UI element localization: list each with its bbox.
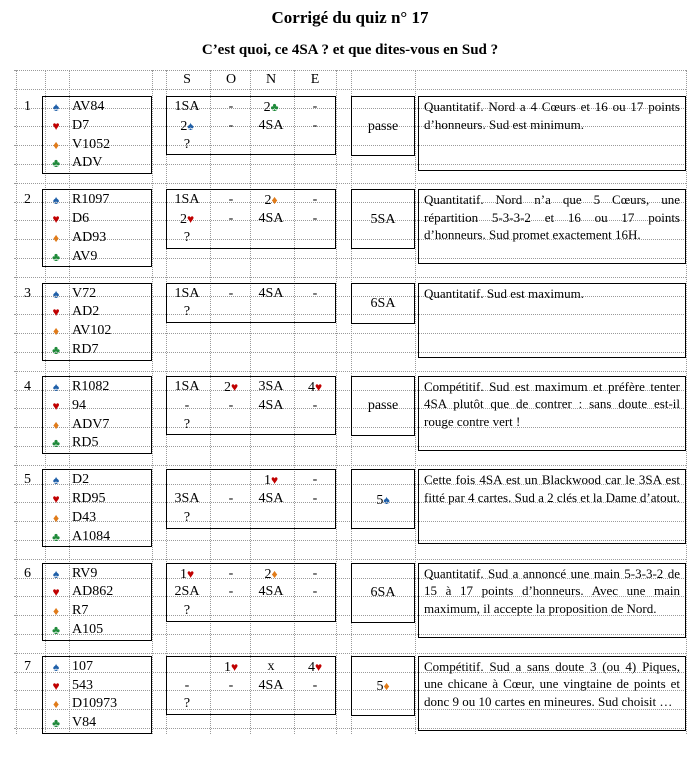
bid-e [295,98,335,116]
bid-n [251,210,291,228]
heart-suit-icon: ♥ [52,585,60,600]
answer-bid [352,295,414,313]
bid-text: 5SA [370,211,396,227]
club-suit-icon: ♣ [52,343,60,357]
bid-text: 3SA [174,491,200,506]
bid-s [167,509,207,527]
bid-o [211,658,251,676]
spade-suit-icon: ♠ [52,566,60,581]
bid-text: - [312,584,318,600]
bid-text: 2 [264,193,272,209]
answer-bid [352,584,414,602]
bid-e [295,378,335,396]
spade-suit-icon: ♠ [187,118,194,133]
bid-s [167,378,207,396]
hand-hearts: 543 [72,677,93,693]
bid-text: - [312,192,318,208]
page-title: Corrigé du quiz n° 17 [271,8,429,27]
problem-number: 1 [24,99,31,114]
hand-hearts: 94 [72,397,86,413]
hand-hearts: D7 [72,117,90,133]
bid-n [251,677,291,695]
answer-bid [352,397,414,415]
bid-text: - [312,211,318,227]
hand-clubs: V84 [72,715,97,731]
bid-s [167,210,207,228]
hand-hearts: D6 [72,211,90,227]
bid-text: 1SA [174,192,200,208]
bid-text: - [228,192,234,208]
column-header-o: O [225,72,237,87]
bid-s [167,583,207,601]
bid-text: 4SA [258,211,284,227]
bid-n [251,565,291,583]
hand-clubs: AV9 [72,248,98,264]
bid-text: x [267,658,275,674]
bid-o [211,378,251,396]
answer-bid [352,491,414,509]
bid-e [295,191,335,209]
grid-row-line [14,465,686,466]
diamond-suit-icon: ♦ [52,510,60,525]
bid-text: 2 [263,100,271,115]
comment-text: Quantitatif. Nord n’a que 5 Cœurs, une répartition 5-3-3-2 et 16 ou 17 points d’honneurs. Sud promet exactement 16H. [424,192,680,243]
spade-suit-icon: ♠ [383,492,390,507]
answer-bid [352,677,414,695]
bid-n [251,583,291,601]
comment-text: Compétitif. Sud est maximum et préfère tenter 4SA plutôt que de contrer : sans doute est-il rouge contre vert ! [424,378,680,429]
bid-text: 2 [223,379,231,395]
bid-s [167,117,207,135]
bid-text: - [312,677,318,693]
bid-s [167,191,207,209]
club-suit-icon: ♣ [270,100,279,114]
hand-clubs: ADV [72,155,103,171]
bid-n [251,117,291,135]
bid-text: - [312,117,318,133]
bid-text: 3SA [258,378,284,394]
bid-o [211,285,251,303]
comment-text: Quantitatif. Sud est maximum. [424,285,584,301]
bid-e [295,565,335,583]
bid-text: 4SA [258,285,284,301]
bid-s [167,303,207,321]
bid-e [295,658,335,676]
hand-spades: AV84 [72,99,105,114]
diamond-suit-icon: ♦ [271,193,278,208]
bid-text: - [228,584,234,600]
bid-s [167,490,207,508]
bid-n [251,397,291,415]
heart-suit-icon: ♥ [230,379,239,394]
bid-s [167,695,207,713]
spade-suit-icon: ♠ [52,193,60,208]
hand-spades: 107 [72,658,93,674]
bid-text: ? [183,304,191,320]
bid-s [167,677,207,695]
bid-s [167,136,207,154]
hand-hearts: AD2 [72,304,100,320]
bid-n [251,285,291,303]
hand-spades: D2 [72,472,90,488]
hand-diamonds: D10973 [72,696,118,712]
bid-text: - [184,677,190,693]
bid-e [295,117,335,135]
bid-text: 1SA [174,378,200,394]
bid-text: - [228,285,234,301]
heart-suit-icon: ♥ [52,678,60,693]
bid-text: - [228,117,234,133]
bid-e [295,397,335,415]
heart-suit-icon: ♥ [52,118,60,133]
bid-o [211,677,251,695]
heart-suit-icon: ♥ [230,659,239,674]
grid-row-line [14,653,686,654]
answer-bid [352,211,414,229]
heart-suit-icon: ♥ [186,212,195,227]
hand-diamonds: AD93 [72,229,107,245]
bid-text: 6SA [370,295,396,311]
column-header-s: S [183,72,191,87]
bid-text: - [228,99,234,114]
hand-diamonds: D43 [72,509,97,525]
diamond-suit-icon: ♦ [52,230,60,245]
grid-row-line [14,559,686,560]
bid-text: - [184,397,190,413]
diamond-suit-icon: ♦ [383,679,390,694]
bid-text: 1SA [174,99,200,114]
bid-text: ? [183,509,191,525]
bid-text: ? [183,603,191,619]
diamond-suit-icon: ♦ [52,604,60,619]
bid-text: - [228,397,234,413]
heart-suit-icon: ♥ [52,212,60,227]
problem-number: 4 [24,378,31,394]
bid-o [211,490,251,508]
diamond-suit-icon: ♦ [52,137,60,152]
column-header-e: E [310,72,320,87]
bid-n [251,191,291,209]
bid-s [167,602,207,620]
bid-e [295,490,335,508]
comment-text: Cette fois 4SA est un Blackwood car le 3SA est fitté par 4 cartes. Sud a 2 clés et la Dame d’atout. [424,472,680,505]
problem-number: 5 [24,472,31,488]
bid-text: ? [183,136,191,152]
bid-text: 2 [179,212,187,228]
diamond-suit-icon: ♦ [52,324,60,339]
spade-suit-icon: ♠ [52,286,60,301]
diamond-suit-icon: ♦ [271,566,278,581]
bid-text: - [228,677,234,693]
page-subtitle: C’est quoi, ce 4SA ? et que dites-vous en Sud ? [201,42,499,58]
bid-text: 4SA [258,677,284,693]
club-suit-icon: ♣ [52,249,60,264]
comment-text: Quantitatif. Nord a 4 Cœurs et 16 ou 17 points d’honneurs. Sud est minimum. [424,99,680,132]
heart-suit-icon: ♥ [314,379,323,394]
grid-row-line [14,89,686,90]
bid-e [295,285,335,303]
spade-suit-icon: ♠ [52,100,60,114]
bid-text: 4SA [258,117,284,133]
bid-text: 4SA [258,584,284,600]
bid-text: 5 [376,679,384,695]
grid-row-line [14,70,686,71]
heart-suit-icon: ♥ [314,659,323,674]
bid-s [167,565,207,583]
comment-text: Quantitatif. Sud a annoncé une main 5-3-3-2 de 15 à 17 points d’honneurs. Avec une main maximum, il accepte la proposition de Nord. [424,565,680,616]
bid-text: 4 [307,659,315,675]
bid-e [295,677,335,695]
heart-suit-icon: ♥ [270,473,279,488]
bid-text: - [312,472,318,488]
hand-clubs: A1084 [72,528,111,544]
hand-spades: R1097 [72,192,110,208]
hand-diamonds: ADV7 [72,416,110,432]
bid-text: passe [367,118,399,134]
bid-text: ? [183,229,191,245]
bid-o [211,397,251,415]
spade-suit-icon: ♠ [52,659,60,674]
hand-clubs: RD7 [72,342,99,357]
bid-s [167,416,207,434]
bid-text: 4SA [258,491,284,506]
bid-e [295,583,335,601]
spade-suit-icon: ♠ [52,473,60,488]
bid-n [251,378,291,396]
spade-suit-icon: ♠ [52,379,60,394]
hand-spades: V72 [72,285,97,301]
bid-o [211,117,251,135]
bid-e [295,471,335,489]
problem-number: 2 [24,192,31,208]
bid-text: 6SA [370,585,396,600]
club-suit-icon: ♣ [52,436,60,451]
bid-text: 1 [223,659,231,675]
bid-n [251,658,291,676]
hand-hearts: RD95 [72,491,106,506]
heart-suit-icon: ♥ [52,398,60,413]
comment-text: Compétitif. Sud a sans doute 3 (ou 4) Piques, une chicane à Cœur, une vingtaine de points et donc 9 ou 10 cartes en mineures. Sud choisit … [424,658,680,709]
hand-diamonds: V1052 [72,136,111,152]
bid-text: - [312,491,318,506]
diamond-suit-icon: ♦ [52,417,60,432]
quiz-grid [14,70,686,734]
hand-spades: RV9 [72,565,98,581]
problem-number: 7 [24,658,31,674]
bid-o [211,210,251,228]
bid-text: 1 [179,566,187,582]
bid-n [251,490,291,508]
club-suit-icon: ♣ [52,716,60,731]
bid-text: ? [183,416,191,432]
heart-suit-icon: ♥ [52,305,60,320]
bid-text: - [228,491,234,506]
grid-row-line [14,371,686,372]
bid-text: passe [367,398,399,414]
bid-s [167,98,207,116]
bid-s [167,397,207,415]
bid-n [251,98,291,116]
diamond-suit-icon: ♦ [52,697,60,712]
bid-text: 4SA [258,397,284,413]
bid-o [211,583,251,601]
bid-n [251,471,291,489]
bid-text: - [228,211,234,227]
problem-number: 3 [24,285,31,301]
bid-text: 2SA [174,584,200,600]
bid-text: - [312,285,318,301]
hand-spades: R1082 [72,378,110,394]
answer-bid [352,118,414,136]
hand-diamonds: R7 [72,603,89,619]
heart-suit-icon: ♥ [52,492,60,506]
grid-row-line [14,277,686,278]
club-suit-icon: ♣ [52,622,60,637]
club-suit-icon: ♣ [52,156,60,171]
bid-s [167,285,207,303]
bid-o [211,565,251,583]
bid-text: 1 [263,473,271,489]
bid-o [211,191,251,209]
bid-text: 4 [307,379,315,395]
hand-hearts: AD862 [72,584,114,600]
club-suit-icon: ♣ [52,529,60,544]
hand-clubs: A105 [72,621,104,637]
bid-text: - [228,565,234,581]
heart-suit-icon: ♥ [186,566,195,581]
column-header-n: N [265,72,277,87]
bid-text: ? [183,696,191,712]
bid-e [295,210,335,228]
bid-text: 5 [376,492,384,508]
bid-o [211,98,251,116]
grid-column-line [686,70,687,734]
bid-text: - [312,397,318,413]
bid-text: 2 [264,566,272,582]
hand-clubs: RD5 [72,435,99,451]
bid-text: 1SA [174,285,200,301]
grid-row-line [14,183,686,184]
bid-s [167,229,207,247]
problem-number: 6 [24,565,31,581]
bid-text: - [312,99,318,114]
bid-text: 2 [180,118,188,134]
hand-diamonds: AV102 [72,323,112,339]
bid-text: - [312,565,318,581]
